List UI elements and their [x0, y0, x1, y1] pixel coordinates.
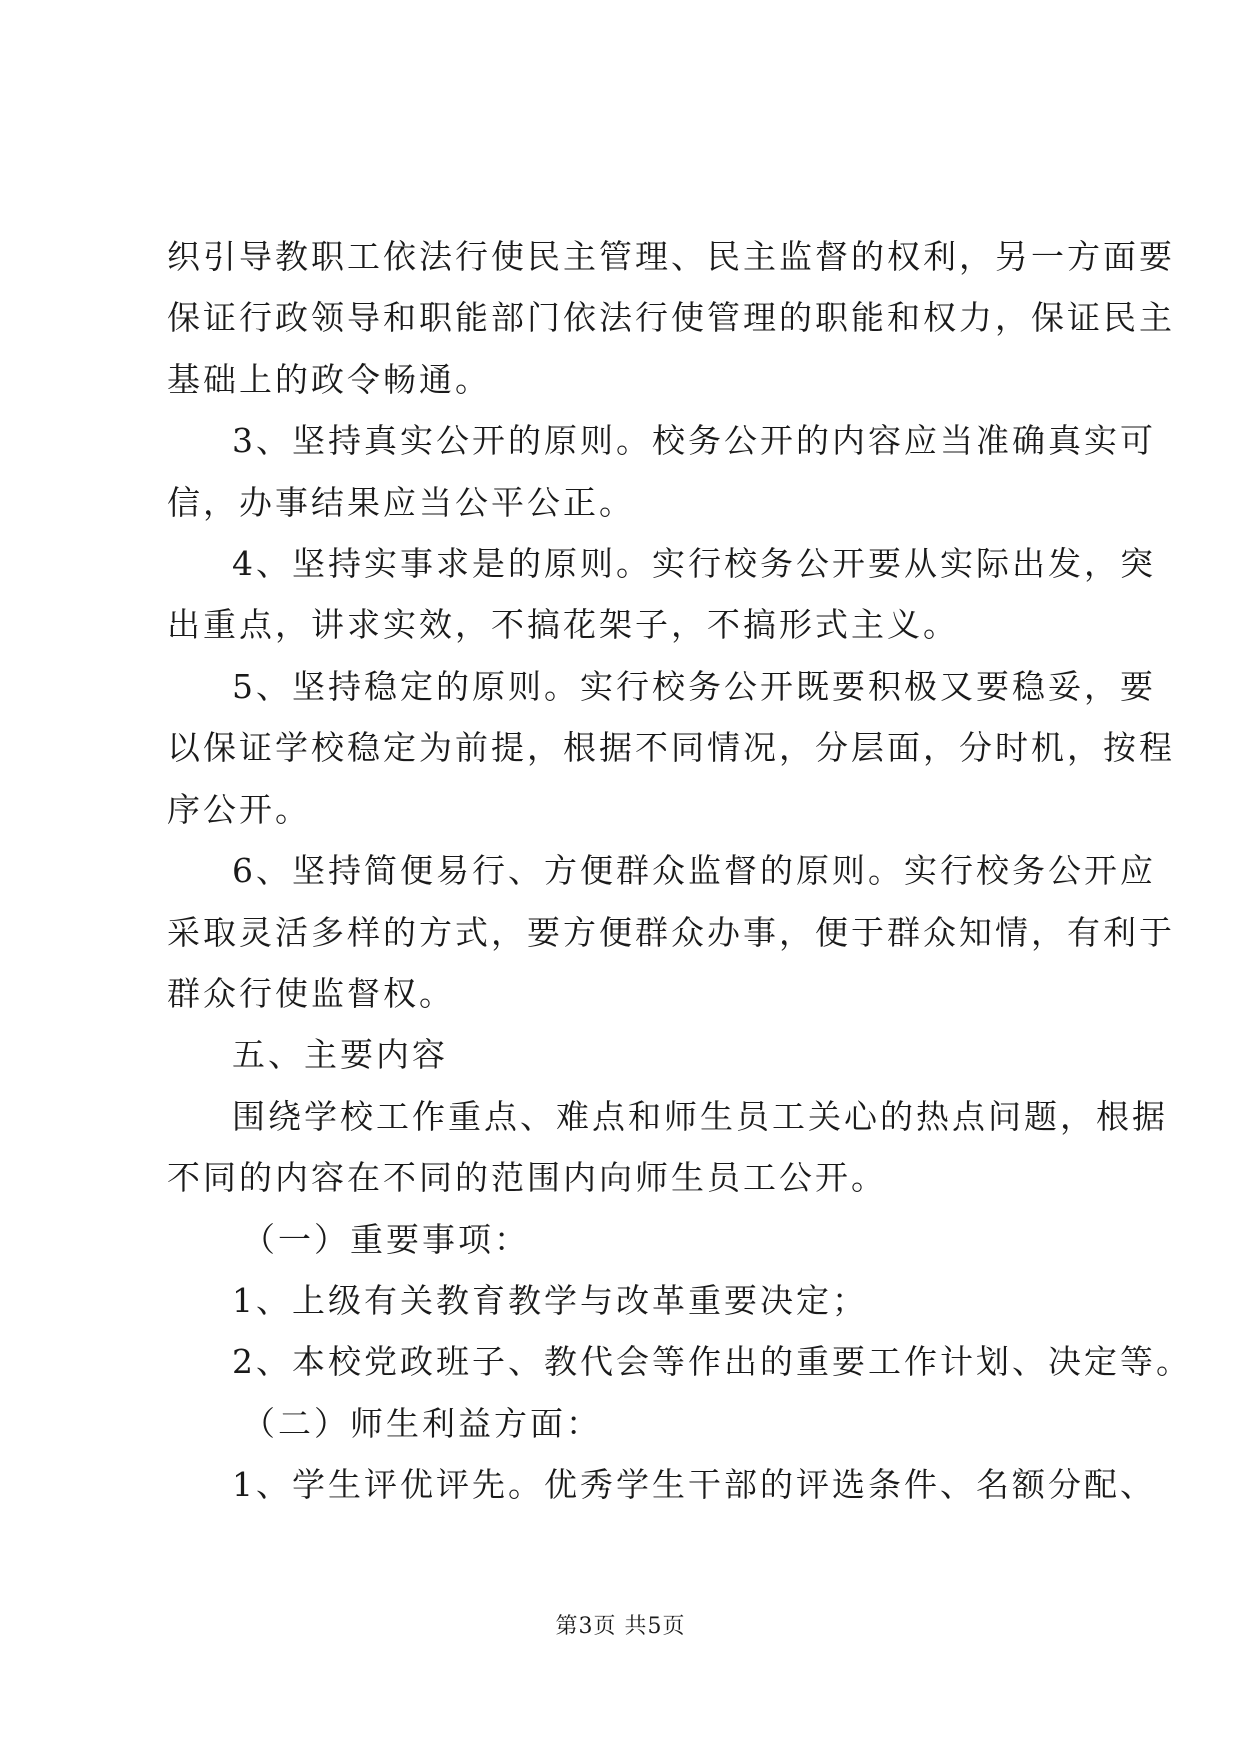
text-line: 以保证学校稳定为前提，根据不同情况，分层面，分时机，按程 — [167, 728, 1175, 767]
text-line: 群众行使监督权。 — [167, 974, 455, 1013]
text-line: 围绕学校工作重点、难点和师生员工关心的热点问题，根据 — [232, 1097, 1168, 1136]
text-line: 序公开。 — [167, 790, 311, 829]
text-line: 5、坚持稳定的原则。实行校务公开既要积极又要稳妥，要 — [232, 667, 1156, 706]
text-line: 出重点，讲求实效，不搞花架子，不搞形式主义。 — [167, 605, 959, 644]
list-item: 1、上级有关教育教学与改革重要决定； — [232, 1281, 868, 1320]
text-line: 保证行政领导和职能部门依法行使管理的职能和权力，保证民主 — [167, 298, 1175, 337]
text-line: 4、坚持实事求是的原则。实行校务公开要从实际出发，突 — [232, 544, 1156, 583]
section-heading: 五、主要内容 — [232, 1035, 448, 1074]
list-item: 1、学生评优评先。优秀学生干部的评选条件、名额分配、 — [232, 1465, 1156, 1504]
text-line: 信，办事结果应当公平公正。 — [167, 483, 635, 522]
text-line: 基础上的政令畅通。 — [167, 360, 491, 399]
text-line: 不同的内容在不同的范围内向师生员工公开。 — [167, 1158, 887, 1197]
text-line: 采取灵活多样的方式，要方便群众办事，便于群众知情，有利于 — [167, 913, 1175, 952]
text-line: 6、坚持简便易行、方便群众监督的原则。实行校务公开应 — [232, 851, 1156, 890]
subsection-heading: （一）重要事项： — [242, 1220, 530, 1259]
list-item: 2、本校党政班子、教代会等作出的重要工作计划、决定等。 — [232, 1342, 1192, 1381]
text-line: 3、坚持真实公开的原则。校务公开的内容应当准确真实可 — [232, 421, 1156, 460]
text-line: 织引导教职工依法行使民主管理、民主监督的权利，另一方面要 — [167, 237, 1175, 276]
subsection-heading: （二）师生利益方面： — [242, 1404, 602, 1443]
page-footer: 第3页 共5页 — [555, 1614, 686, 1639]
